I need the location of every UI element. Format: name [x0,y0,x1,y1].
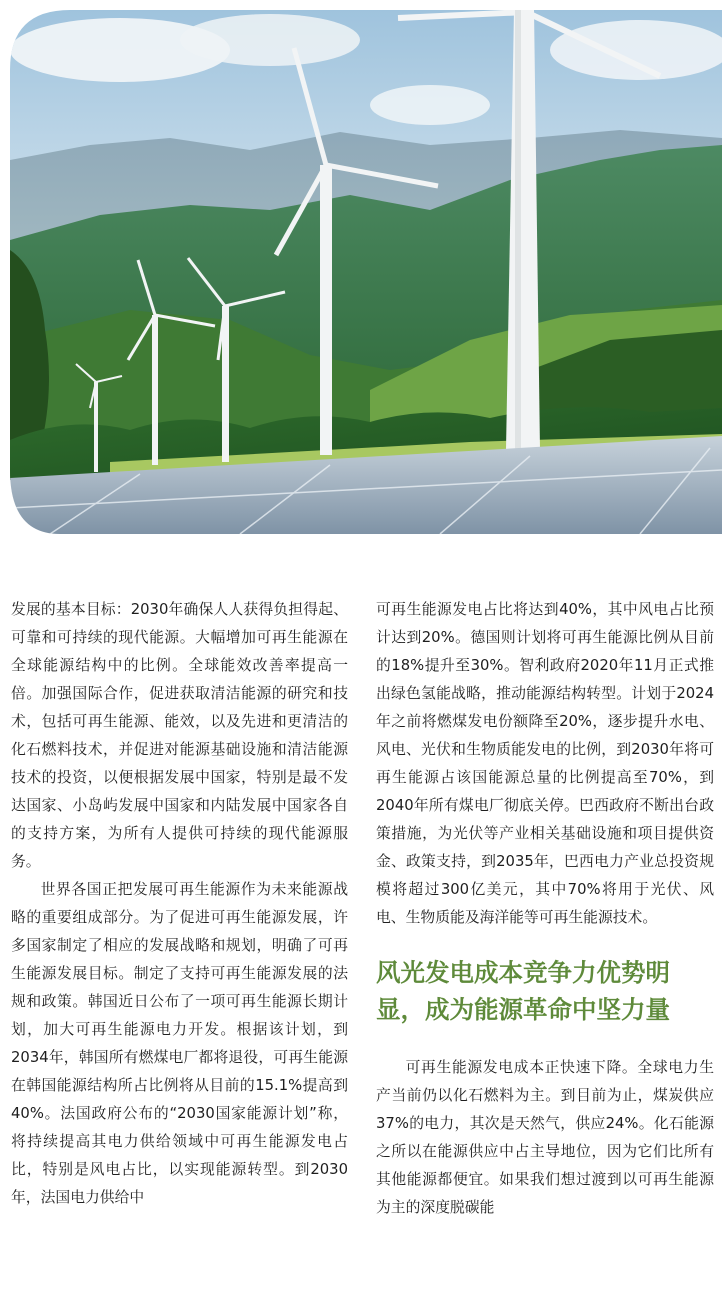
section-heading: 风光发电成本竞争力优势明显，成为能源革命中坚力量 [376,958,670,1024]
paragraph: 可再生能源发电占比将达到40%，其中风电占比预计达到20%。德国则计划将可再生能源比例从目前的18%提升至30%。智利政府2020年11月正式推出绿色氢能战略，推动能源结构转型。计划于2024年之前将燃煤发电份额降至20%，逐步提升水电、风电、光伏和生物质能发电的比例，到2030年将可再生能源占该国能源总量的比例提高至70%，到2040年所有煤电厂彻底关停。巴西政府不断出台政策措施，为光伏等产业相关基础设施和项目提供资金、政策支持，到2035年，巴西电力产业总投资规模将超过300亿美元，其中70%将用于光伏、风电、生物质能及海洋能等可再生能源技术。 [376,601,714,926]
article-right-column [376,596,714,1222]
wind-turbines-solar-panels-photo [10,10,722,534]
article-left-column [11,596,348,1212]
hero-photo [10,10,722,534]
paragraph: 可再生能源发电成本正快速下降。全球电力生产当前仍以化石燃料为主。到目前为止，煤炭供应37%的电力，其次是天然气，供应24%。化石能源之所以在能源供应中占主导地位，因为它们比所有其他能源都便宜。如果我们想过渡到以可再生能源为主的深度脱碳能 [376,1059,714,1216]
paragraph: 发展的基本目标：2030年确保人人获得负担得起、可靠和可持续的现代能源。大幅增加可再生能源在全球能源结构中的比例。全球能效改善率提高一倍。加强国际合作，促进获取清洁能源的研究和技术，包括可再生能源、能效，以及先进和更清洁的化石燃料技术，并促进对能源基础设施和清洁能源技术的投资，以便根据发展中国家，特别是最不发达国家、小岛屿发展中国家和内陆发展中国家各自的支持方案，为所有人提供可持续的现代能源服务。 [11,601,348,870]
paragraph: 世界各国正把发展可再生能源作为未来能源战略的重要组成部分。为了促进可再生能源发展，许多国家制定了相应的发展战略和规划，明确了可再生能源发展目标。制定了支持可再生能源发展的法规和政策。韩国近日公布了一项可再生能源长期计划，加大可再生能源电力开发。根据该计划，到2034年，韩国所有燃煤电厂都将退役，可再生能源在韩国能源结构所占比例将从目前的15.1%提高到40%。法国政府公布的“2030国家能源计划”称，将持续提高其电力供给领域中可再生能源发电占比，特别是风电占比，以实现能源转型。到2030年，法国电力供给中 [11,881,348,1206]
